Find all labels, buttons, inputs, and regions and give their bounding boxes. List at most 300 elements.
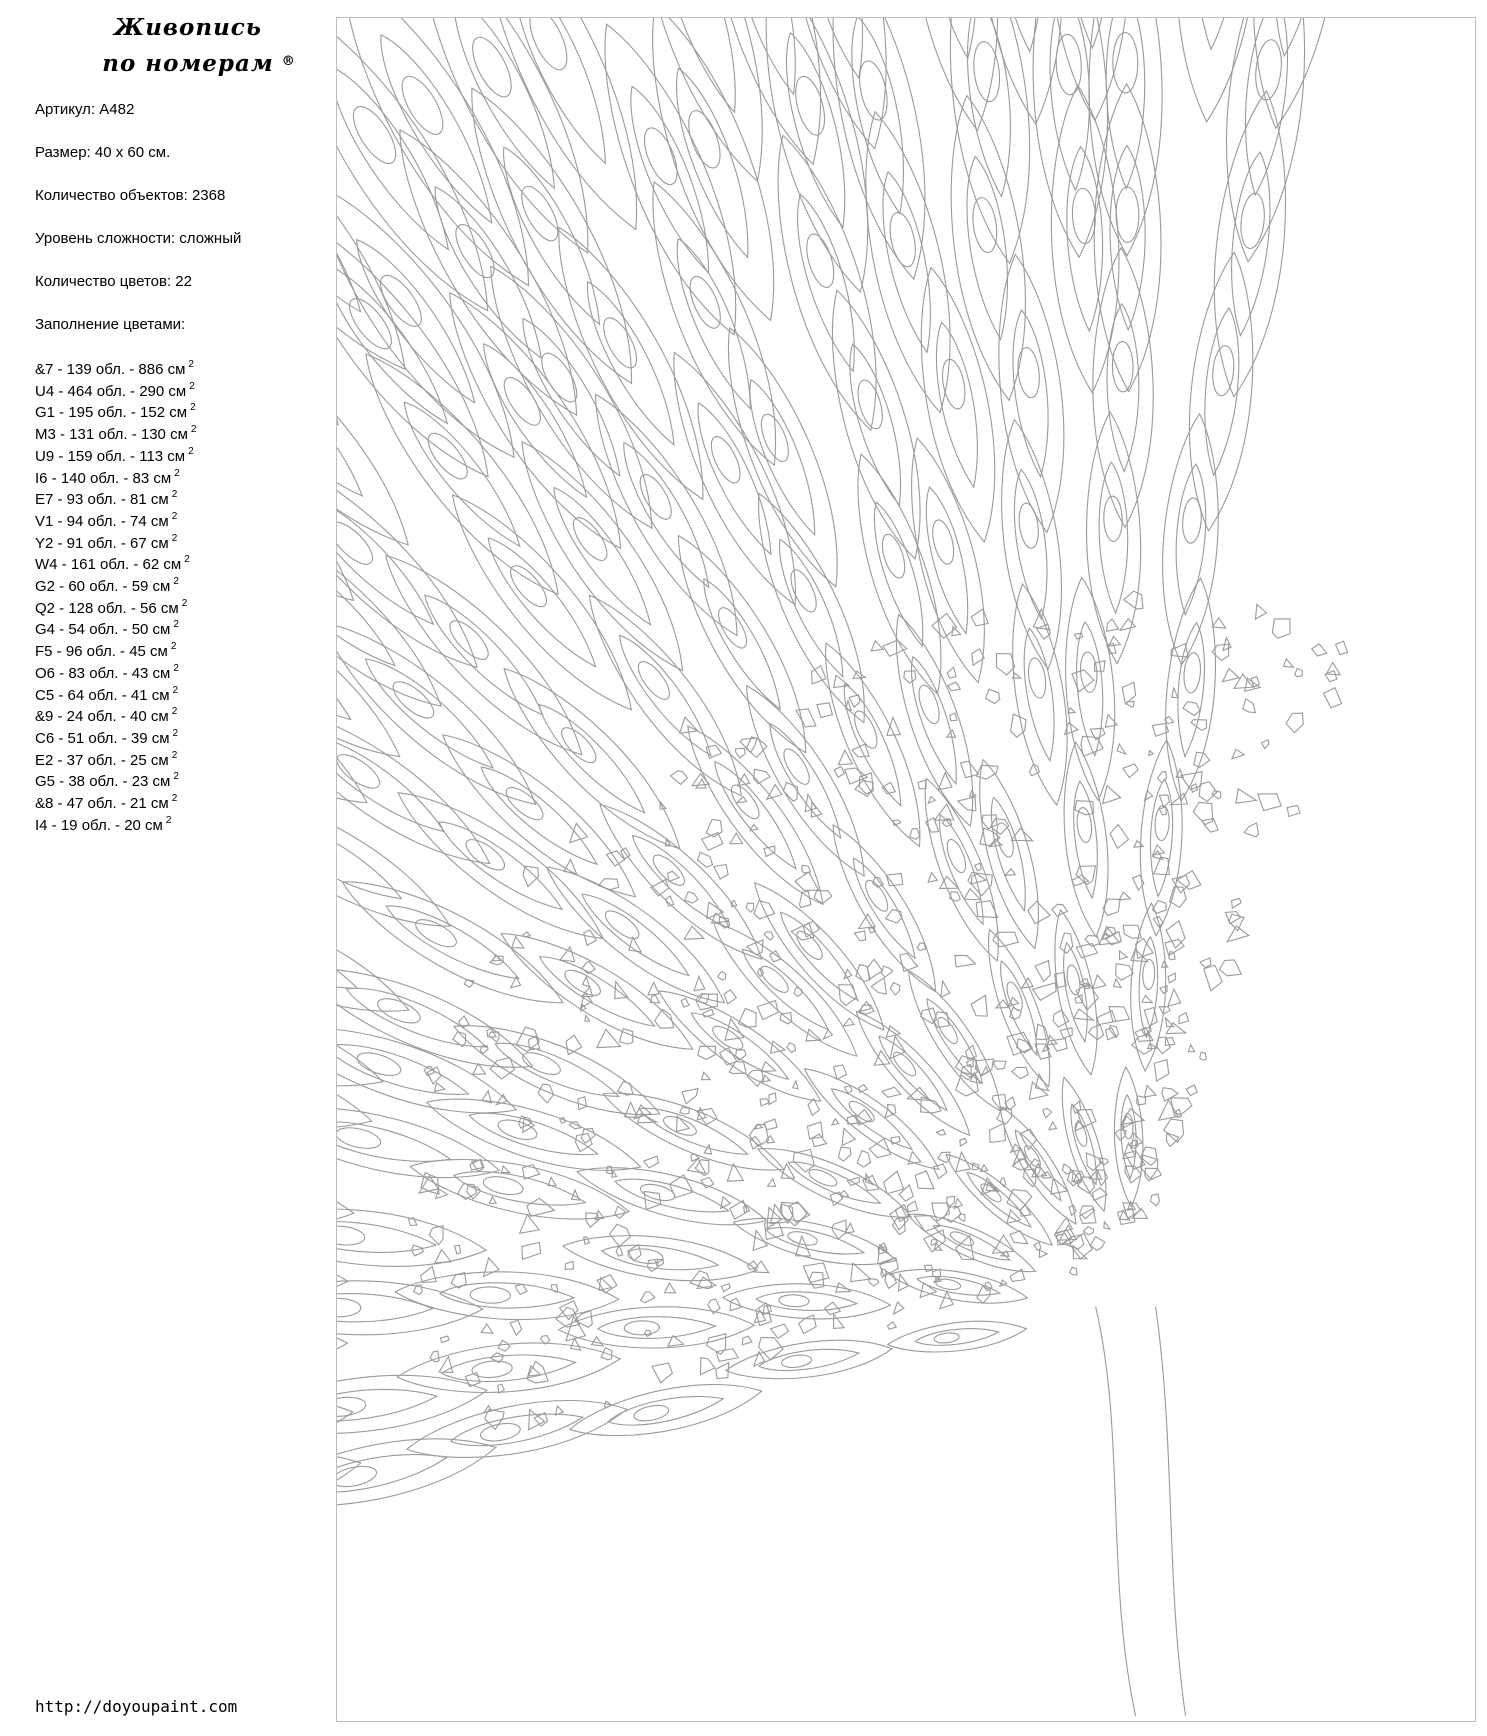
line-art-stroke <box>787 1043 796 1053</box>
feather-inner <box>1172 622 1209 758</box>
feather-outline <box>1157 576 1224 803</box>
feather-eye <box>1073 1121 1089 1148</box>
line-art-stroke <box>925 1265 933 1271</box>
feather-eye <box>779 1294 810 1307</box>
line-art-stroke <box>1149 750 1153 755</box>
website-link[interactable]: http://doyoupaint.com <box>35 1697 238 1716</box>
feather-eye <box>807 1166 839 1189</box>
line-art-stroke <box>1232 898 1241 908</box>
feather-outline <box>648 974 833 1118</box>
feather-outline <box>337 1023 379 1151</box>
line-art-stroke <box>948 682 961 690</box>
color-row <box>35 554 196 576</box>
line-art-stroke <box>1200 1052 1206 1060</box>
feather-eye <box>597 313 643 373</box>
feather-outline <box>462 249 680 546</box>
line-art-stroke <box>1009 997 1019 1006</box>
feather-inner <box>436 18 573 198</box>
line-art-stroke <box>1159 807 1166 815</box>
line-art-stroke <box>959 1214 965 1221</box>
line-art-stroke <box>584 1237 590 1244</box>
feather-eye <box>943 837 969 875</box>
line-art-stroke <box>481 1324 493 1333</box>
feather-inner <box>983 795 1035 914</box>
unit-exponent: 2 <box>171 510 178 522</box>
feather-inner <box>598 1315 716 1339</box>
line-art-stroke <box>915 1171 934 1189</box>
feather-inner <box>1171 463 1210 616</box>
line-art-stroke <box>1258 794 1281 811</box>
feather-shape <box>934 18 1046 268</box>
line-art-stroke <box>489 1197 496 1203</box>
feather-inner <box>624 826 738 937</box>
line-art-stroke <box>655 1009 674 1028</box>
unit-exponent: 2 <box>189 380 195 392</box>
feather-inner <box>844 853 924 964</box>
line-art-stroke <box>770 951 781 962</box>
line-art-stroke <box>1152 900 1166 913</box>
line-art-stroke <box>1272 619 1290 638</box>
feather-shape <box>648 974 833 1118</box>
line-art-stroke <box>1324 688 1342 708</box>
line-art-stroke <box>498 1340 510 1351</box>
color-row <box>35 641 196 663</box>
line-art-stroke <box>592 1337 604 1346</box>
line-art-stroke <box>575 1134 592 1152</box>
line-art-stroke <box>1074 1009 1094 1020</box>
line-art-stroke <box>783 783 797 802</box>
line-art-stroke <box>1039 1250 1047 1257</box>
feather-shape <box>724 1331 895 1387</box>
line-art-stroke <box>1062 1164 1072 1174</box>
line-art-stroke <box>845 768 868 784</box>
feather-inner <box>472 756 606 875</box>
line-art-stroke <box>1170 887 1187 908</box>
line-art-stroke <box>1183 702 1200 716</box>
line-art-stroke <box>1107 619 1119 631</box>
line-art-stroke <box>1166 1018 1174 1027</box>
line-art-stroke <box>863 1175 879 1190</box>
color-row-text: G1 - 195 обл. - 152 см <box>35 404 188 422</box>
line-art-stroke <box>757 1001 778 1020</box>
line-art-stroke <box>893 1218 906 1235</box>
feather-shape <box>1236 18 1357 133</box>
line-art-stroke <box>707 1334 726 1354</box>
line-art-stroke <box>993 932 1018 947</box>
color-row <box>35 706 196 728</box>
line-art-stroke <box>1117 744 1126 754</box>
line-art-stroke <box>1169 952 1175 960</box>
brand-logo <box>88 10 296 82</box>
line-art-stroke <box>1050 1039 1067 1052</box>
color-row-text: Y2 - 91 обл. - 67 см <box>35 534 169 552</box>
feather-inner <box>958 154 1018 342</box>
feather-eye <box>337 516 379 571</box>
line-art-stroke <box>834 675 849 687</box>
line-art-stroke <box>771 1041 785 1053</box>
color-row <box>35 598 196 620</box>
feather-shape <box>560 1226 759 1291</box>
feather-shape <box>1178 250 1264 534</box>
line-art-stroke <box>634 1105 651 1119</box>
feather-outline <box>337 347 378 628</box>
feather-eye <box>1238 192 1267 249</box>
line-art-stroke <box>832 1119 839 1125</box>
line-art-stroke <box>520 1215 540 1234</box>
line-art-stroke <box>884 1171 904 1194</box>
line-art-stroke <box>1052 904 1068 916</box>
line-art-stroke <box>1096 1306 1136 1716</box>
line-art-stroke <box>887 873 903 885</box>
feather-shape <box>337 1088 505 1197</box>
line-art-stroke <box>941 981 950 997</box>
feather-inner <box>871 168 944 356</box>
feather-eye <box>355 1048 404 1080</box>
line-art-stroke <box>584 930 596 946</box>
line-art-stroke <box>1144 1008 1157 1026</box>
feather-inner <box>490 1032 623 1107</box>
feather-shape <box>835 446 963 702</box>
feather-shape <box>1088 18 1164 256</box>
line-art-stroke <box>702 833 723 851</box>
feather-shape <box>1091 247 1155 527</box>
feather-eye <box>801 231 839 291</box>
line-art-stroke <box>838 1147 850 1161</box>
line-art-stroke <box>1036 1024 1049 1039</box>
feather-inner <box>759 717 851 844</box>
feather-outline <box>566 1371 766 1450</box>
line-art-stroke <box>510 1320 521 1335</box>
line-art-stroke <box>1116 964 1133 980</box>
feather-eye <box>713 604 752 652</box>
feather-eye <box>1017 502 1041 549</box>
line-art-stroke <box>950 713 957 721</box>
unit-exponent: 2 <box>171 489 178 501</box>
color-row <box>35 619 196 641</box>
line-art-stroke <box>947 667 956 678</box>
unit-exponent: 2 <box>188 359 194 370</box>
color-row <box>35 663 196 685</box>
feather-shape <box>808 18 950 287</box>
line-art-stroke <box>1070 1267 1077 1274</box>
line-art-stroke <box>1093 1188 1108 1201</box>
line-art-stroke <box>427 1067 441 1084</box>
feather-shape <box>1201 87 1300 400</box>
feather-eye <box>1079 651 1098 692</box>
line-art-stroke <box>1072 670 1094 692</box>
feather-eye <box>337 1224 366 1247</box>
feather-eye <box>342 292 399 355</box>
logo-line-2-text: по номерам <box>102 50 274 77</box>
line-art-stroke <box>825 1302 841 1314</box>
feather-eye <box>444 615 494 665</box>
feather-outline <box>623 169 805 478</box>
unit-exponent: 2 <box>190 402 196 414</box>
feather-outline <box>440 71 664 401</box>
feather-outline <box>369 111 608 435</box>
line-art-stroke <box>1103 786 1121 804</box>
line-art-stroke <box>1035 961 1050 982</box>
feather-outline <box>394 1268 619 1323</box>
line-art-stroke <box>857 1151 870 1167</box>
line-art-stroke <box>698 852 713 867</box>
unit-exponent: 2 <box>173 619 179 631</box>
feather-outline <box>808 282 944 567</box>
feather-inner <box>715 18 814 100</box>
line-art-stroke <box>908 1152 921 1164</box>
feather-outline <box>988 416 1075 673</box>
feather-eye <box>567 512 613 565</box>
line-art-stroke <box>851 1263 871 1281</box>
line-art-stroke <box>971 995 987 1016</box>
feather-outline <box>891 432 1004 689</box>
feather-outline <box>1236 18 1357 133</box>
feather-outline <box>337 428 501 692</box>
line-art-stroke <box>937 1129 946 1135</box>
line-art-stroke <box>871 978 886 994</box>
line-art-stroke <box>523 866 538 886</box>
line-art-stroke <box>1075 633 1083 639</box>
line-art-stroke <box>1034 1242 1041 1250</box>
line-art-stroke <box>928 797 935 804</box>
line-art-stroke <box>986 689 1000 703</box>
feather-inner <box>1069 780 1103 899</box>
line-art-stroke <box>1043 1108 1052 1117</box>
feather-eye <box>373 269 429 333</box>
line-art-stroke <box>960 1138 967 1146</box>
feather-eye <box>638 124 684 189</box>
line-art-stroke <box>1244 823 1258 837</box>
feather-outline <box>985 251 1077 536</box>
feather-outline <box>751 1133 918 1233</box>
feather-inner <box>449 1405 585 1454</box>
line-art-stroke <box>565 1261 573 1269</box>
line-art-stroke <box>883 640 907 656</box>
line-art-stroke <box>854 931 865 941</box>
line-art-stroke <box>681 998 689 1007</box>
line-art-stroke <box>996 654 1014 675</box>
feather-shape <box>369 111 608 435</box>
feather-inner <box>337 722 453 844</box>
article-number: Артикул: A482 <box>35 101 135 118</box>
line-art-stroke <box>512 936 524 947</box>
line-art-stroke <box>893 1302 903 1314</box>
line-art-stroke <box>599 879 619 890</box>
line-art-stroke <box>1162 1088 1178 1101</box>
line-art-stroke <box>917 943 926 951</box>
line-art-stroke <box>1132 1034 1152 1054</box>
line-art-stroke <box>1225 912 1240 924</box>
line-art-stroke <box>1035 1074 1048 1090</box>
line-art-stroke <box>834 1065 847 1079</box>
line-art-stroke <box>742 1336 751 1345</box>
feather-outline <box>337 600 555 827</box>
feather-eye <box>337 1395 367 1418</box>
product-info <box>35 101 241 359</box>
unit-exponent: 2 <box>171 532 178 544</box>
feather-inner <box>451 1163 587 1215</box>
feather-eye <box>661 1113 699 1139</box>
line-art-stroke <box>1188 1045 1194 1052</box>
color-row <box>35 511 196 533</box>
line-art-stroke <box>990 1123 1006 1142</box>
line-art-stroke <box>1134 841 1143 848</box>
feather-eye <box>781 1353 812 1369</box>
feather-outline <box>724 1331 895 1387</box>
line-art-stroke <box>648 982 659 994</box>
feather-eye <box>497 372 547 431</box>
feather-outline <box>337 276 435 570</box>
line-art-stroke <box>910 829 920 840</box>
feather-shape <box>891 432 1004 689</box>
feather-outline <box>337 478 463 731</box>
feather-outline <box>804 633 941 856</box>
feather-shape <box>394 1268 619 1323</box>
feather-shape <box>937 1144 1062 1256</box>
line-art-stroke <box>1090 1236 1104 1250</box>
line-art-stroke <box>652 1363 672 1383</box>
feather-inner <box>919 994 989 1088</box>
color-row-text: &8 - 47 обл. - 21 см <box>35 795 169 813</box>
unit-exponent: 2 <box>171 706 178 718</box>
line-art-stroke <box>1166 1023 1185 1034</box>
unit-exponent: 2 <box>181 597 188 609</box>
feather-eye <box>706 433 746 487</box>
line-art-stroke <box>975 863 981 871</box>
line-art-stroke <box>571 1338 581 1350</box>
line-art-stroke <box>1020 1205 1031 1216</box>
line-art-stroke <box>1005 869 1015 876</box>
line-art-stroke <box>435 1083 445 1091</box>
line-art-stroke <box>1236 789 1256 803</box>
line-art-stroke <box>671 771 688 785</box>
feather-outline <box>999 580 1080 808</box>
color-row <box>35 446 196 468</box>
feather-shape <box>403 1386 631 1473</box>
line-art-stroke <box>465 1373 480 1387</box>
feather-outline <box>886 1315 1028 1359</box>
color-row-text: Q2 - 128 обл. - 56 см <box>35 599 179 617</box>
difficulty-level: Уровень сложности: сложный <box>35 230 242 247</box>
feather-eye <box>970 196 1000 254</box>
feather-outline <box>894 961 1015 1120</box>
unit-exponent: 2 <box>173 771 179 783</box>
line-art-stroke <box>793 1081 798 1089</box>
feather-shape <box>739 869 899 1043</box>
unit-exponent: 2 <box>173 576 179 588</box>
feather-eye <box>634 470 677 524</box>
line-art-stroke <box>947 1196 955 1206</box>
feather-shape <box>1112 1066 1146 1207</box>
line-art-stroke <box>1261 740 1269 749</box>
feather-outline <box>337 164 544 479</box>
line-art-stroke <box>881 966 892 977</box>
line-art-stroke <box>1089 1025 1104 1040</box>
feather-eye <box>1253 38 1284 101</box>
line-art-stroke <box>483 1258 499 1277</box>
color-row <box>35 728 196 750</box>
line-art-stroke <box>696 779 706 788</box>
line-art-stroke <box>703 1009 714 1017</box>
feather-eye <box>971 40 1003 103</box>
color-row-text: G4 - 54 обл. - 50 см <box>35 621 171 639</box>
line-art-stroke <box>698 1046 716 1059</box>
feather-inner <box>337 1444 450 1502</box>
line-art-stroke <box>701 1178 714 1188</box>
unit-exponent: 2 <box>165 814 172 826</box>
line-art-stroke <box>994 1061 1006 1069</box>
feather-eye <box>1211 345 1236 397</box>
line-art-stroke <box>793 1149 814 1172</box>
feather-outline <box>337 678 507 888</box>
line-art-stroke <box>697 1277 716 1289</box>
feather-inner <box>1097 462 1130 614</box>
feather-inner <box>608 627 722 764</box>
line-art-stroke <box>928 872 937 882</box>
color-row-text: G2 - 60 обл. - 59 см <box>35 578 171 596</box>
line-art-stroke <box>1104 1222 1110 1229</box>
line-art-stroke <box>823 1030 832 1039</box>
line-art-stroke <box>853 671 865 678</box>
color-row <box>35 424 196 446</box>
line-art-stroke <box>886 910 902 923</box>
line-art-stroke <box>647 1259 657 1271</box>
feather-inner <box>1006 308 1057 478</box>
feather-inner <box>355 647 503 780</box>
color-count: Количество цветов: 22 <box>35 273 192 290</box>
line-art-stroke <box>485 1410 504 1430</box>
line-art-stroke <box>888 1105 896 1115</box>
feather-shape <box>751 1133 918 1233</box>
feather-outline <box>722 1280 891 1322</box>
line-art-stroke <box>871 641 883 651</box>
registered-mark: ® <box>281 54 296 69</box>
feather-inner <box>606 1388 725 1432</box>
feather-outline <box>937 1144 1062 1256</box>
feather-inner <box>1109 145 1145 330</box>
line-art-stroke <box>680 1107 690 1114</box>
feather-shape <box>440 71 664 401</box>
color-row-text: U4 - 464 обл. - 290 см <box>35 382 187 400</box>
color-row-text: M3 - 131 обл. - 130 см <box>35 426 188 444</box>
line-art-stroke <box>718 971 726 980</box>
feather-eye <box>1112 341 1133 392</box>
line-art-stroke <box>1068 708 1075 713</box>
feather-shape <box>337 544 420 783</box>
unit-exponent: 2 <box>170 641 177 653</box>
feather-shape <box>337 600 555 827</box>
line-art-stroke <box>955 955 976 967</box>
line-art-stroke <box>1093 975 1106 989</box>
line-art-stroke <box>1212 618 1225 628</box>
feather-outline <box>835 446 963 702</box>
feather-outline <box>647 340 822 618</box>
feather-inner <box>962 1167 1035 1233</box>
feather-inner <box>1263 18 1330 58</box>
feather-eye <box>1071 188 1096 244</box>
color-row-text: C6 - 51 обл. - 39 см <box>35 729 170 747</box>
feather-eye <box>1026 657 1048 699</box>
line-art-stroke <box>859 914 875 929</box>
color-row-text: &7 - 139 обл. - 886 см <box>35 361 186 378</box>
feather-shape <box>623 169 805 478</box>
line-art-stroke <box>1122 683 1136 704</box>
color-row-text: F5 - 96 обл. - 45 см <box>35 643 168 661</box>
feather-inner <box>476 528 608 677</box>
line-art-stroke <box>763 1075 770 1082</box>
feather-eye <box>496 1116 539 1143</box>
feather-inner <box>1105 18 1145 189</box>
